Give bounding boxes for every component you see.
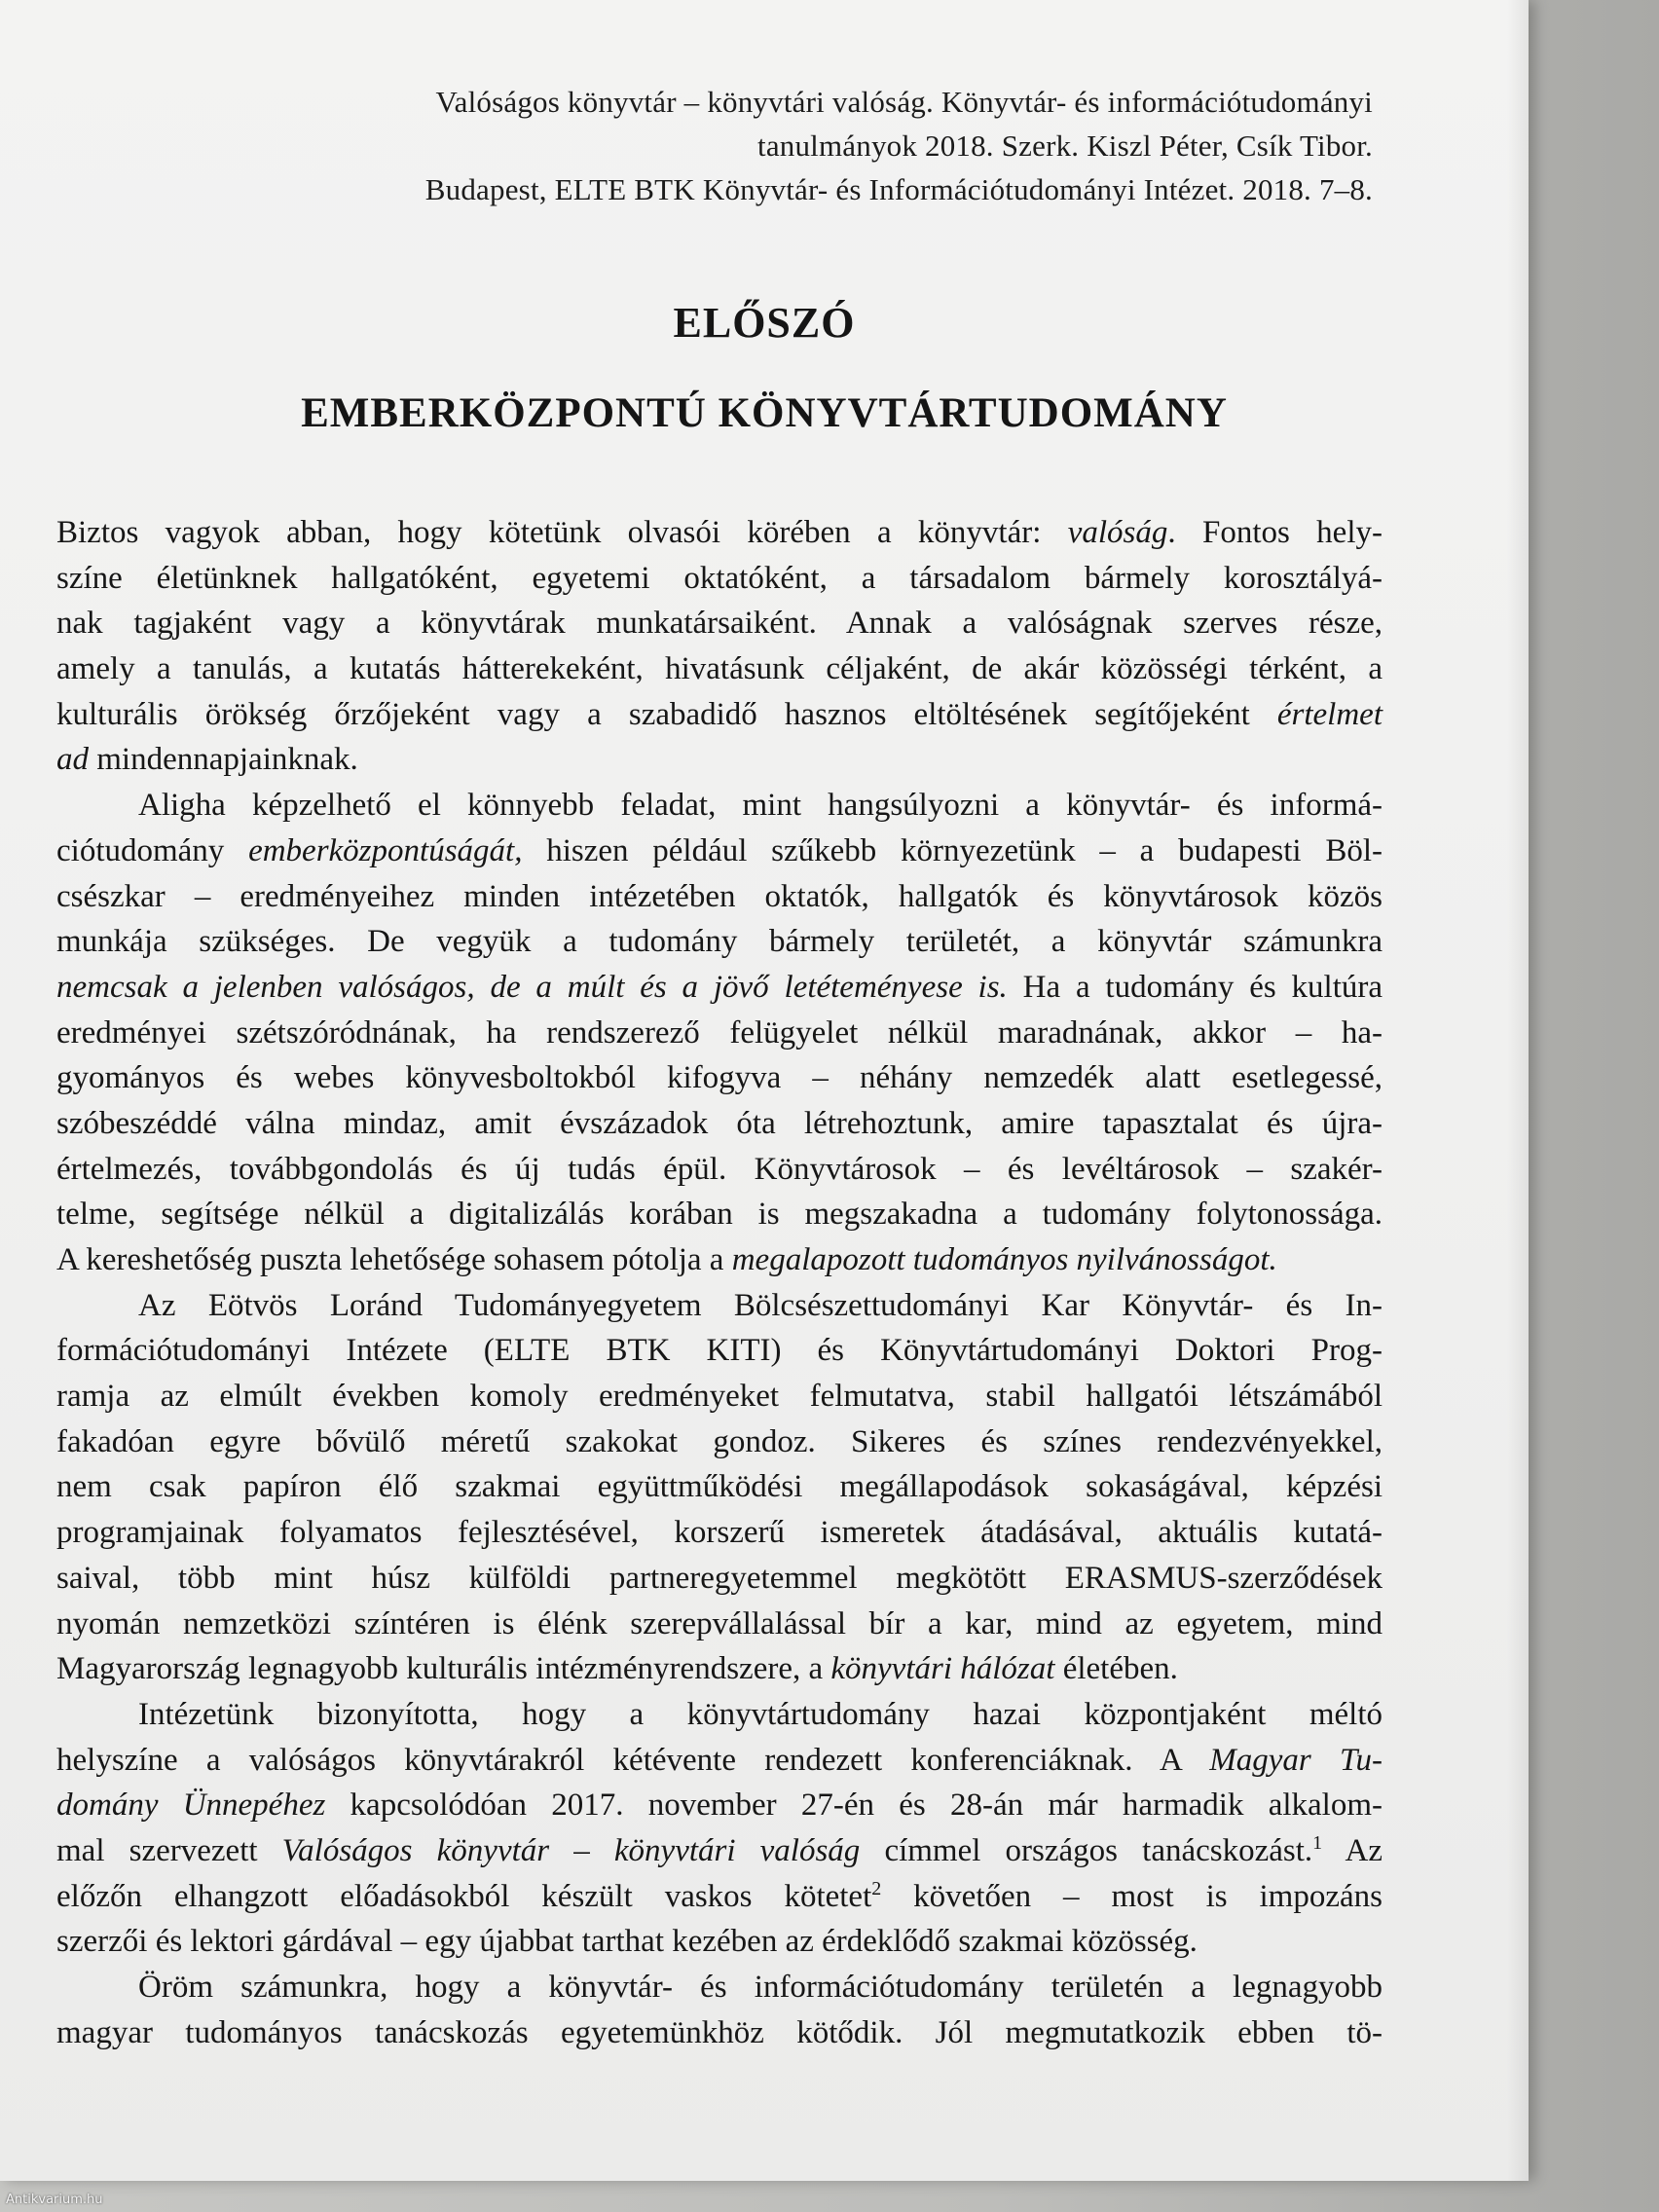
text-line [56, 601, 1382, 646]
text-line [56, 1328, 1382, 1374]
emphasis-text: megalapozott tudományos nyilvánosságot. [731, 1242, 1277, 1277]
text-segment: színe életünknek hallgatóként, egyetemi oktatóként, a társadalom bármely korosztályá- [56, 560, 1382, 596]
text-line [56, 1874, 1382, 1920]
text-line [56, 829, 1382, 874]
text-line [56, 919, 1382, 965]
text-line [56, 510, 1382, 556]
text-segment: csészkar – eredményeihez minden intézetében oktatók, hallgatók és könyvtárosok közös [56, 878, 1382, 914]
text-segment: eredményei szétszóródnának, ha rendszerező felügyelet nélkül maradnának, akkor – ha- [56, 1014, 1382, 1051]
text-segment: programjainak folyamatos fejlesztésével, korszerű ismeretek átadásával, aktuális kutatá- [56, 1515, 1382, 1551]
emphasis-text: értelmet [1276, 696, 1382, 732]
text-segment: szóbeszéddé válna mindaz, amit évszázadok óta létrehoztunk, amire tapasztalat és újra- [56, 1105, 1382, 1141]
text-segment: kulturális örökség őrzőjeként vagy a szabadidő hasznos eltöltésének segítőjeként [56, 696, 1277, 732]
text-line [56, 646, 1382, 692]
text-line [56, 1011, 1382, 1056]
text-line [56, 1965, 1382, 2010]
text-line [56, 1919, 1382, 1965]
text-line [56, 737, 1382, 783]
footnote-ref: 2 [871, 1877, 882, 1899]
text-segment: Az Eötvös Loránd Tudományegyetem Bölcsészettudományi Kar Könyvtár- és In- [138, 1287, 1382, 1323]
text-line [56, 1147, 1382, 1193]
text-line [56, 1192, 1382, 1237]
emphasis-text: Valóságos könyvtár – könyvtári valóság [281, 1832, 861, 1868]
emphasis-text: ad [56, 742, 89, 778]
paragraph [56, 510, 1382, 783]
text-line [56, 874, 1382, 920]
text-line [56, 1783, 1382, 1828]
text-segment: nyomán nemzetközi színtéren is élénk szerepvállalással bír a kar, mind az egyetem, mind [56, 1605, 1382, 1641]
text-segment: nak tagjaként vagy a könyvtárak munkatársaiként. Annak a valóságnak szerves része, [56, 606, 1382, 642]
text-line [56, 1692, 1382, 1738]
text-line [56, 1602, 1382, 1647]
text-segment: életében. [1054, 1651, 1178, 1687]
text-segment: Öröm számunkra, hogy a könyvtár- és információtudomány területén a legnagyobb [138, 1970, 1382, 2005]
text-line [56, 1646, 1382, 1692]
text-segment: magyar tudományos tanácskozás egyetemünkhöz kötődik. Jól megmutatkozik ebben tö- [56, 2014, 1382, 2050]
text-line [56, 1283, 1382, 1329]
paragraph [56, 783, 1382, 1283]
text-segment: ramja az elmúlt években komoly eredményeket felmutatva, stabil hallgatói létszámából [56, 1379, 1382, 1415]
text-segment: formációtudományi Intézete (ELTE BTK KITI) és Könyvtártudományi Doktori Prog- [56, 1333, 1382, 1369]
text-line [56, 2010, 1382, 2056]
page-subtitle: EMBERKÖZPONTÚ KÖNYVTÁRTUDOMÁNY [301, 390, 1228, 436]
text-line [56, 1374, 1382, 1419]
text-segment: Aligha képzelhető el könnyebb feladat, mint hangsúlyozni a könyvtár- és informá- [138, 788, 1382, 824]
text-line [56, 1510, 1382, 1556]
emphasis-text: nemcsak a jelenben valóságos, de a múlt és a jövő letéteményese is. [56, 969, 1008, 1005]
text-segment: helyszíne a valóságos könyvtárakról kétévente rendezett konferenciáknak. A [56, 1742, 1210, 1778]
text-line [56, 1101, 1382, 1147]
text-segment: . Fontos hely- [1167, 515, 1382, 550]
paragraph [56, 1965, 1382, 2055]
emphasis-text: emberközpontúságát, [248, 832, 523, 868]
text-segment: hiszen például szűkebb környezetünk – a budapesti Böl- [522, 832, 1382, 868]
citation-line: Budapest, ELTE BTK Könyvtár- és Információtudományi Intézet. 2018. 7–8. [424, 172, 1373, 206]
page-title: ELŐSZÓ [673, 299, 856, 347]
text-segment: ciótudomány [56, 832, 249, 868]
text-segment: szerzői és lektori gárdával – egy újabbat tarthat kezében az érdeklődő szakmai közösség. [56, 1924, 1198, 1960]
text-segment: kapcsolódóan 2017. november 27-én és 28-án már harmadik alkalom- [325, 1788, 1382, 1824]
body-text [56, 510, 1382, 2055]
text-segment: címmel országos tanácskozást. [860, 1832, 1313, 1868]
text-segment: amely a tanulás, a kutatás hátterekeként, hivatásunk céljaként, de akár közösségi térként, a [56, 651, 1382, 687]
citation-block [107, 80, 1373, 211]
text-line [56, 692, 1382, 738]
text-segment: mindennapjainknak. [89, 742, 358, 778]
text-segment: nem csak papíron élő szakmai együttműködési megállapodások sokaságával, képzési [56, 1469, 1382, 1505]
citation-line: tanulmányok 2018. Szerk. Kiszl Péter, Csík Tibor. [757, 129, 1373, 163]
emphasis-text: domány Ünnepéhez [56, 1788, 326, 1824]
text-segment: mal szervezett [56, 1832, 282, 1868]
text-segment: Ha a tudomány és kultúra [1007, 969, 1383, 1005]
text-segment: gyományos és webes könyvesboltokból kifogyva – néhány nemzedék alatt esetlegessé, [56, 1060, 1382, 1096]
footnote-ref: 1 [1312, 1831, 1323, 1854]
text-segment: követően – most is impozáns [881, 1878, 1382, 1914]
text-segment: értelmezés, továbbgondolás és új tudás épül. Könyvtárosok – és levéltárosok – szakér- [56, 1151, 1382, 1187]
text-segment: saival, több mint húsz külföldi partneregyetemmel megkötött ERASMUS-szerződések [56, 1560, 1382, 1596]
text-segment: Magyarország legnagyobb kulturális intézményrendszere, a [56, 1651, 831, 1687]
text-line [56, 1464, 1382, 1510]
watermark: Antikvarium.hu [6, 2193, 103, 2207]
text-segment: Biztos vagyok abban, hogy kötetünk olvasói körében a könyvtár: [56, 515, 1068, 550]
text-segment: telme, segítsége nélkül a digitalizálás korában is megszakadna a tudomány folytonossága. [56, 1197, 1382, 1233]
emphasis-text: valóság [1067, 515, 1168, 550]
text-line [56, 1738, 1382, 1784]
text-segment: Az [1322, 1832, 1382, 1868]
text-segment: fakadóan egyre bővülő méretű szakokat gondoz. Sikeres és színes rendezvényekkel, [56, 1423, 1382, 1459]
text-segment: munkája szükséges. De vegyük a tudomány bármely területét, a könyvtár számunkra [56, 924, 1382, 960]
text-line [56, 1828, 1382, 1874]
text-segment: Intézetünk bizonyította, hogy a könyvtártudomány hazai központjaként méltó [138, 1696, 1382, 1732]
text-line [56, 1055, 1382, 1101]
emphasis-text: Magyar Tu- [1209, 1742, 1383, 1778]
text-segment: A kereshetőség puszta lehetősége sohasem pótolja a [56, 1242, 732, 1277]
text-line [56, 1419, 1382, 1465]
emphasis-text: könyvtári hálózat [830, 1651, 1055, 1687]
text-segment: előzőn elhangzott előadásokból készült vaskos kötetet [56, 1878, 872, 1914]
text-line [56, 965, 1382, 1011]
text-line [56, 783, 1382, 829]
citation-line: Valóságos könyvtár – könyvtári valóság. Könyvtár- és információtudományi [435, 85, 1373, 119]
paragraph [56, 1283, 1382, 1692]
text-line [56, 556, 1382, 602]
paragraph [56, 1692, 1382, 1965]
text-line [56, 1556, 1382, 1602]
text-line [56, 1237, 1382, 1283]
